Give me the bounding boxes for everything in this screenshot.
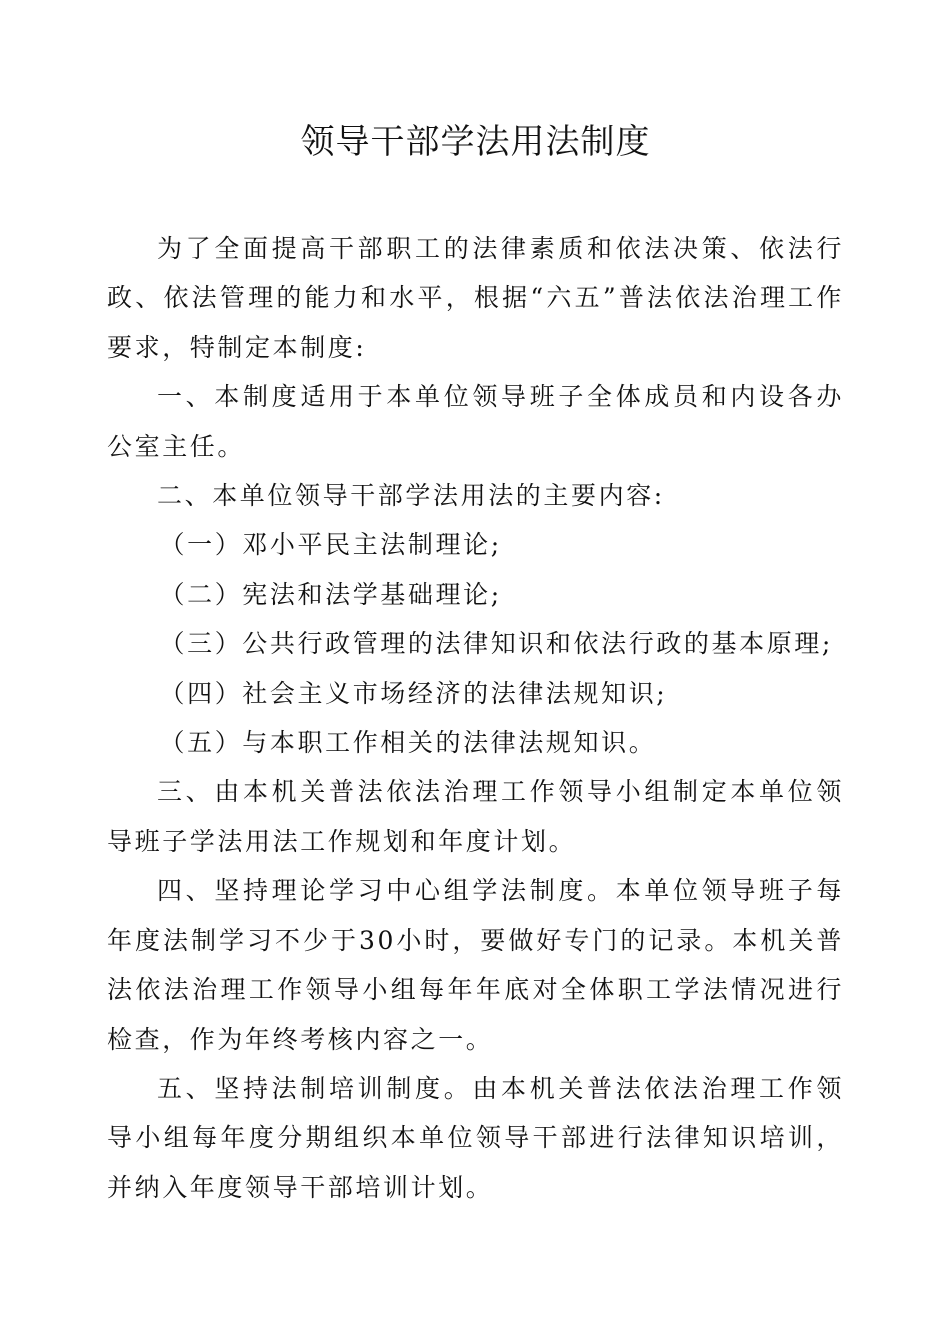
article-one-paragraph: 一、本制度适用于本单位领导班子全体成员和内设各办公室主任。 bbox=[107, 382, 844, 461]
intro-paragraph: 为了全面提高干部职工的法律素质和依法决策、依法行政、依法管理的能力和水平，根据“六五”普法依法治理工作要求，特制定本制度: bbox=[107, 234, 844, 362]
article-four-paragraph: 四、坚持理论学习中心组学法制度。本单位领导班子每年度法制学习不少于30小时，要做好专门的记录。本机关普法依法治理工作领导小组每年年底对全体职工学法情况进行检查，作为年终考核内容之一。 bbox=[107, 876, 844, 1054]
document-title: 领导干部学法用法制度 bbox=[300, 122, 651, 162]
article-five-paragraph: 五、坚持法制培训制度。由本机关普法依法治理工作领导小组每年度分期组织本单位领导干部进行法律知识培训，并纳入年度领导干部培训计划。 bbox=[107, 1073, 844, 1202]
content-item: （三）公共行政管理的法律知识和依法行政的基本原理; bbox=[159, 629, 833, 659]
article-two-paragraph: 二、本单位领导干部学法用法的主要内容: bbox=[157, 481, 665, 511]
document-body bbox=[107, 224, 844, 1212]
article-three-paragraph: 三、由本机关普法依法治理工作领导小组制定本单位领导班子学法用法工作规划和年度计划。 bbox=[107, 777, 844, 856]
content-item: （五）与本职工作相关的法律法规知识。 bbox=[159, 728, 657, 758]
content-item: （四）社会主义市场经济的法律法规知识; bbox=[159, 678, 668, 708]
content-item: （一）邓小平民主法制理论; bbox=[159, 530, 502, 560]
content-item: （二）宪法和法学基础理论; bbox=[159, 579, 502, 609]
